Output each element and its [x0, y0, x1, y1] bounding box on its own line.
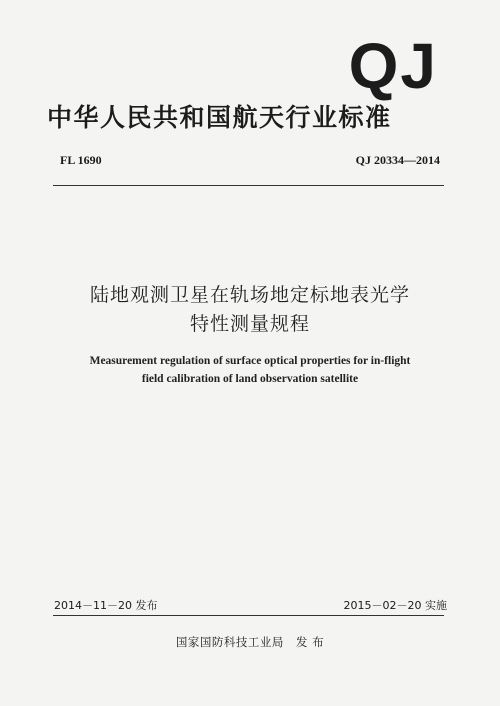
issue-date: 2014－11－20 发布	[54, 599, 158, 612]
classification-code: FL 1690	[60, 153, 102, 167]
chinese-title-line-2: 特性测量规程	[189, 313, 310, 335]
publisher: 国家国防科技工业局 发 布	[175, 635, 325, 649]
english-title-line-1: Measurement regulation of surface optical properties for in-flight	[89, 355, 411, 367]
standard-type-heading: 中华人民共和国航天行业标准	[47, 103, 392, 132]
footer-divider	[53, 615, 444, 616]
chinese-title-line-1: 陆地观测卫星在轨场地定标地表光学	[89, 284, 410, 306]
qj-logo: QJ	[348, 30, 438, 102]
header-divider	[53, 185, 444, 186]
standard-number: QJ 20334—2014	[355, 153, 440, 167]
english-title-line-2: field calibration of land observation satellite	[141, 373, 359, 385]
implementation-date: 2015－02－20 实施	[343, 599, 447, 612]
